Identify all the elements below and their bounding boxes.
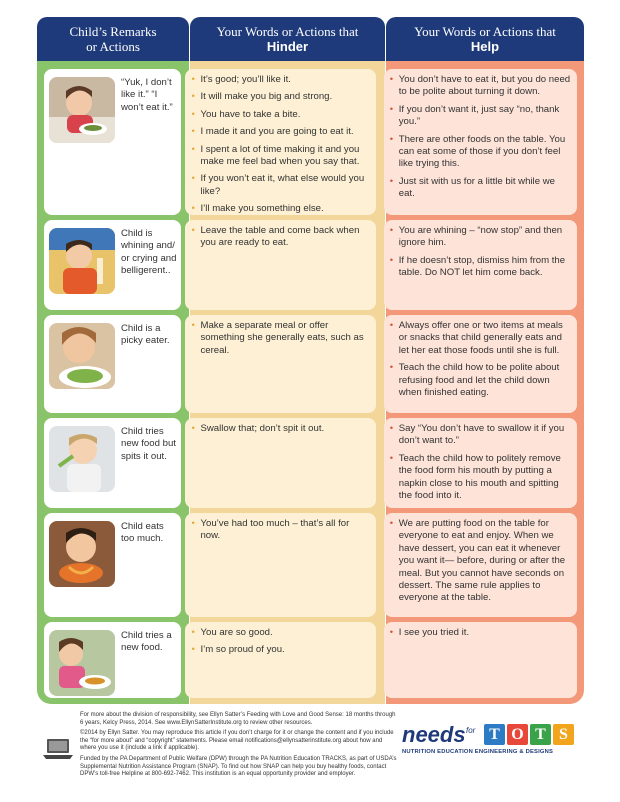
list-item: • It’s good; you’ll like it. [191, 74, 369, 86]
help-cell [384, 315, 577, 413]
header-help-line1: Your Words or Actions that [414, 24, 556, 39]
child-photo [49, 77, 115, 143]
logo-block-s: S [553, 724, 574, 745]
help-cell [384, 418, 577, 508]
table-row-2 [44, 220, 577, 310]
help-list [390, 627, 571, 639]
footer-copyright: ©2014 by Ellyn Satter. You may reproduce this article if you don’t charge for it or change the content and if you include the “for more about” and “copyright” statements. Please email notifications@ellynsatterinstitute.org about how and where you use it (include a link if applicable). [80, 730, 394, 752]
footer-funding: Funded by the PA Department of Public Welfare (DPW) through the PA Nutrition Education TRACKS, as part of USDA’s Supplemental Nutrition Assistance Program (SNAP). To find out how SNAP can help you buy healthy foods, contact DPW’s toll-free Helpline at 800-692-7462. This institution is an equal opportunity provider and employer. [80, 755, 397, 778]
child-cell [44, 220, 181, 310]
child-photo [49, 630, 115, 696]
header-hinder-line1: Your Words or Actions that [216, 24, 359, 39]
help-cell [384, 622, 577, 698]
child-remark: Child tries new food but spits it out. [121, 426, 176, 462]
hinder-list [191, 518, 369, 543]
list-item: • If you don’t want it, just say “no, thank you.” [390, 104, 571, 129]
hinder-cell [185, 513, 375, 617]
logo-subtitle: NUTRITION EDUCATION ENGINEERING & DESIGNS [402, 749, 554, 755]
list-item: • We are putting food on the table for everyone to eat and enjoy. When we have dessert, you can eat it whenever you want it— before, during or after the meal. But you cannot have seconds on dessert. The same rule applies to everyone at the table. [390, 518, 571, 605]
logo-block-t2: T [530, 724, 551, 745]
list-item: • Teach the child how to politely remove the food form his mouth by putting a napkin close to his mouth and spitting the food into it. [390, 453, 571, 503]
child-cell [44, 315, 181, 413]
table-row-5 [44, 513, 577, 617]
header-child-remarks [37, 17, 189, 61]
list-item: • Make a separate meal or offer something she generally eats, such as cereal. [191, 320, 369, 357]
header-child-remarks-line1: Child’s Remarks [69, 24, 157, 39]
hinder-list [191, 423, 369, 435]
list-item: • Just sit with us for a little bit while we eat. [390, 176, 571, 201]
list-item: • Always offer one or two items at meals or snacks that child generally eats and let her eat those foods until she is full. [390, 320, 571, 357]
needs-for-tots-logo [402, 722, 582, 762]
table-row-6 [44, 622, 577, 698]
logo-block-o: O [507, 724, 528, 745]
hinder-cell [185, 418, 375, 508]
child-remark: Child tries a new food. [121, 630, 172, 654]
list-item: • There are other foods on the table. You can eat some of those if you don’t feel like trying this. [390, 134, 571, 171]
header-hinder [190, 17, 385, 61]
hinder-list [191, 74, 369, 216]
hinder-list [191, 225, 369, 250]
child-cell [44, 513, 181, 617]
help-list [390, 74, 571, 201]
help-list [390, 423, 571, 502]
logo-for-text: for [466, 726, 476, 735]
help-cell [384, 220, 577, 310]
child-cell [44, 622, 181, 698]
child-remark: Child is a picky eater. [121, 323, 170, 347]
child-cell [44, 418, 181, 508]
logo-block-t1: T [484, 724, 505, 745]
help-cell [384, 69, 577, 215]
child-remark: Child is whining and/ or crying and belligerent.. [121, 228, 177, 277]
list-item: • Leave the table and come back when you are ready to eat. [191, 225, 369, 250]
header-help-line2: Help [470, 39, 500, 54]
help-list [390, 320, 571, 399]
header-help [386, 17, 584, 61]
list-item: • Swallow that; don’t spit it out. [191, 423, 369, 435]
table-row-1 [44, 69, 577, 215]
list-item: • It will make you big and strong. [191, 91, 369, 103]
hinder-list [191, 320, 369, 357]
list-item: • I spent a lot of time making it and you make me feel bad when you say that. [191, 144, 369, 169]
list-item: • You are so good. [191, 627, 369, 639]
child-remark: “Yuk, I don’t like it.” “I won’t eat it.” [121, 77, 173, 113]
child-remark: Child eats too much. [121, 521, 164, 545]
child-photo [49, 426, 115, 492]
list-item: • I see you tried it. [390, 627, 571, 639]
header-hinder-line2: Hinder [266, 39, 309, 54]
list-item: • I’ll make you something else. [191, 203, 369, 215]
laptop-icon [43, 738, 73, 760]
help-list [390, 225, 571, 280]
child-photo [49, 323, 115, 389]
logo-tots-blocks [484, 724, 574, 745]
child-cell [44, 69, 181, 215]
table-row-4 [44, 418, 577, 508]
list-item: • You’ve had too much – that’s all for now. [191, 518, 369, 543]
hinder-cell [185, 622, 375, 698]
help-list [390, 518, 571, 605]
header-child-remarks-line2: or Actions [86, 39, 140, 54]
footer-resources: For more about the division of responsibility, see Ellyn Satter’s Feeding with Love and Good Sense: 18 months through 6 years, Kelcy Press, 2014. See www.EllynSatterInstitute.org to review other resources. [80, 712, 396, 726]
list-item: • You have to take a bite. [191, 109, 369, 121]
hinder-cell [185, 220, 375, 310]
footer-text [80, 712, 398, 782]
list-item: • I made it and you are going to eat it. [191, 126, 369, 138]
logo-needs-text: needs [402, 722, 466, 747]
list-item: • Say “You don’t have to swallow it if you don’t want to.” [390, 423, 571, 448]
child-photo [49, 228, 115, 294]
list-item: • I’m so proud of you. [191, 644, 369, 656]
list-item: • You are whining – “now stop” and then ignore him. [390, 225, 571, 250]
table-row-3 [44, 315, 577, 413]
list-item: • If he doesn’t stop, dismiss him from the table. Do NOT let him come back. [390, 255, 571, 280]
hinder-list [191, 627, 369, 657]
hinder-cell [185, 69, 375, 215]
help-cell [384, 513, 577, 617]
list-item: • Teach the child how to be polite about refusing food and let the child down when finished eating. [390, 362, 571, 399]
list-item: • If you won’t eat it, what else would you like? [191, 173, 369, 198]
child-photo [49, 521, 115, 587]
hinder-cell [185, 315, 375, 413]
list-item: • You don’t have to eat it, but you do need to be polite about turning it down. [390, 74, 571, 99]
